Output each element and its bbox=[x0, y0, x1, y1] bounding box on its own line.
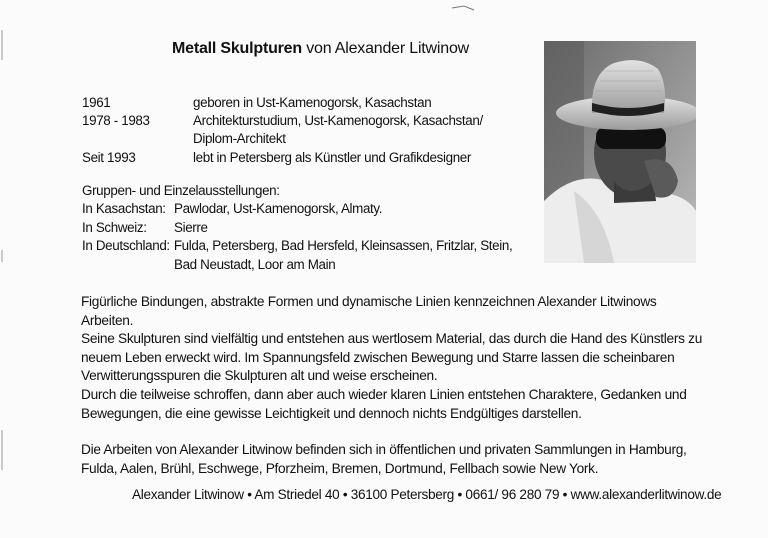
exhibition-place: In Deutschland: bbox=[82, 238, 170, 254]
exhibitions-heading: Gruppen- und Einzelausstellungen: bbox=[82, 183, 280, 198]
exhibition-text: Sierre bbox=[174, 219, 208, 235]
description-line: Arbeiten. bbox=[81, 312, 134, 328]
bio-text: Architekturstudium, Ust-Kamenogorsk, Kasachstan/ bbox=[193, 113, 483, 129]
collections-line: Die Arbeiten von Alexander Litwinow befinden sich in öffentlichen und privaten Sammlungen in Hamburg, bbox=[81, 442, 687, 458]
exhibition-text: Fulda, Petersberg, Bad Hersfeld, Kleinsassen, Fritzlar, Stein, bbox=[173, 238, 513, 254]
biography bbox=[82, 94, 483, 167]
paragraph-gap bbox=[81, 423, 721, 441]
description-line: Verwitterungsspuren die Skulpturen alt und weise erscheinen. bbox=[81, 368, 438, 384]
bio-year: 1978 - 1983 bbox=[82, 113, 150, 129]
exhibitions bbox=[82, 182, 512, 274]
bio-year-empty bbox=[82, 130, 193, 148]
contact-footer: Alexander Litwinow • Am Striedel 40 • 36100 Petersberg • 0661/ 96 280 79 • www.alexanderlitwinow.de bbox=[132, 487, 722, 502]
scan-artifact-icon bbox=[450, 2, 480, 14]
exhibition-row bbox=[82, 219, 512, 237]
bio-text: geboren in Ust-Kamenogorsk, Kasachstan bbox=[193, 95, 432, 110]
page-title bbox=[172, 40, 469, 58]
bio-row bbox=[82, 130, 483, 148]
description bbox=[81, 293, 721, 478]
exhibition-place: In Schweiz: bbox=[82, 219, 147, 235]
description-line: Durch die teilweise schroffen, dann aber auch wieder klaren Linien entstehen Charaktere, Gedanken und bbox=[81, 386, 687, 402]
exhibition-row bbox=[82, 237, 512, 255]
exhibition-place: In Kasachstan: bbox=[82, 201, 166, 217]
bio-text: Diplom-Architekt bbox=[193, 131, 286, 147]
bio-year: Seit 1993 bbox=[82, 149, 136, 165]
title-bold: Metall Skulpturen bbox=[172, 40, 302, 57]
bio-year: 1961 bbox=[82, 95, 111, 110]
description-line: Seine Skulpturen sind vielfältig und entstehen aus wertlosem Material, das durch die Hand des Künstlers zu bbox=[81, 331, 703, 347]
title-rest: von Alexander Litwinow bbox=[306, 40, 470, 57]
bio-row bbox=[82, 149, 483, 167]
description-line: Figürliche Bindungen, abstrakte Formen und dynamische Linien kennzeichnen Alexander Litwinows bbox=[81, 294, 657, 309]
scan-artifact-icon bbox=[0, 0, 6, 538]
exhibition-row bbox=[82, 200, 512, 218]
exhibition-text: Pawlodar, Ust-Kamenogorsk, Almaty. bbox=[174, 201, 383, 217]
bio-text: lebt in Petersberg als Künstler und Grafikdesigner bbox=[193, 149, 471, 165]
bio-row bbox=[82, 94, 483, 112]
portrait-photo-icon bbox=[544, 41, 696, 263]
bio-row bbox=[82, 112, 483, 130]
description-line: Bewegungen, die eine gewisse Leichtigkeit und dennoch nichts Endgültiges darstellen. bbox=[81, 405, 582, 421]
description-line: neuem Leben erweckt wird. Im Spannungsfeld zwischen Bewegung und Starre lassen die scheinbaren bbox=[81, 349, 675, 365]
exhibition-text-continued: Bad Neustadt, Loor am Main bbox=[174, 256, 336, 272]
portrait-photo bbox=[544, 41, 696, 263]
collections-line: Fulda, Aalen, Brühl, Eschwege, Pforzheim, Bremen, Dortmund, Fellbach sowie New York. bbox=[81, 460, 599, 476]
